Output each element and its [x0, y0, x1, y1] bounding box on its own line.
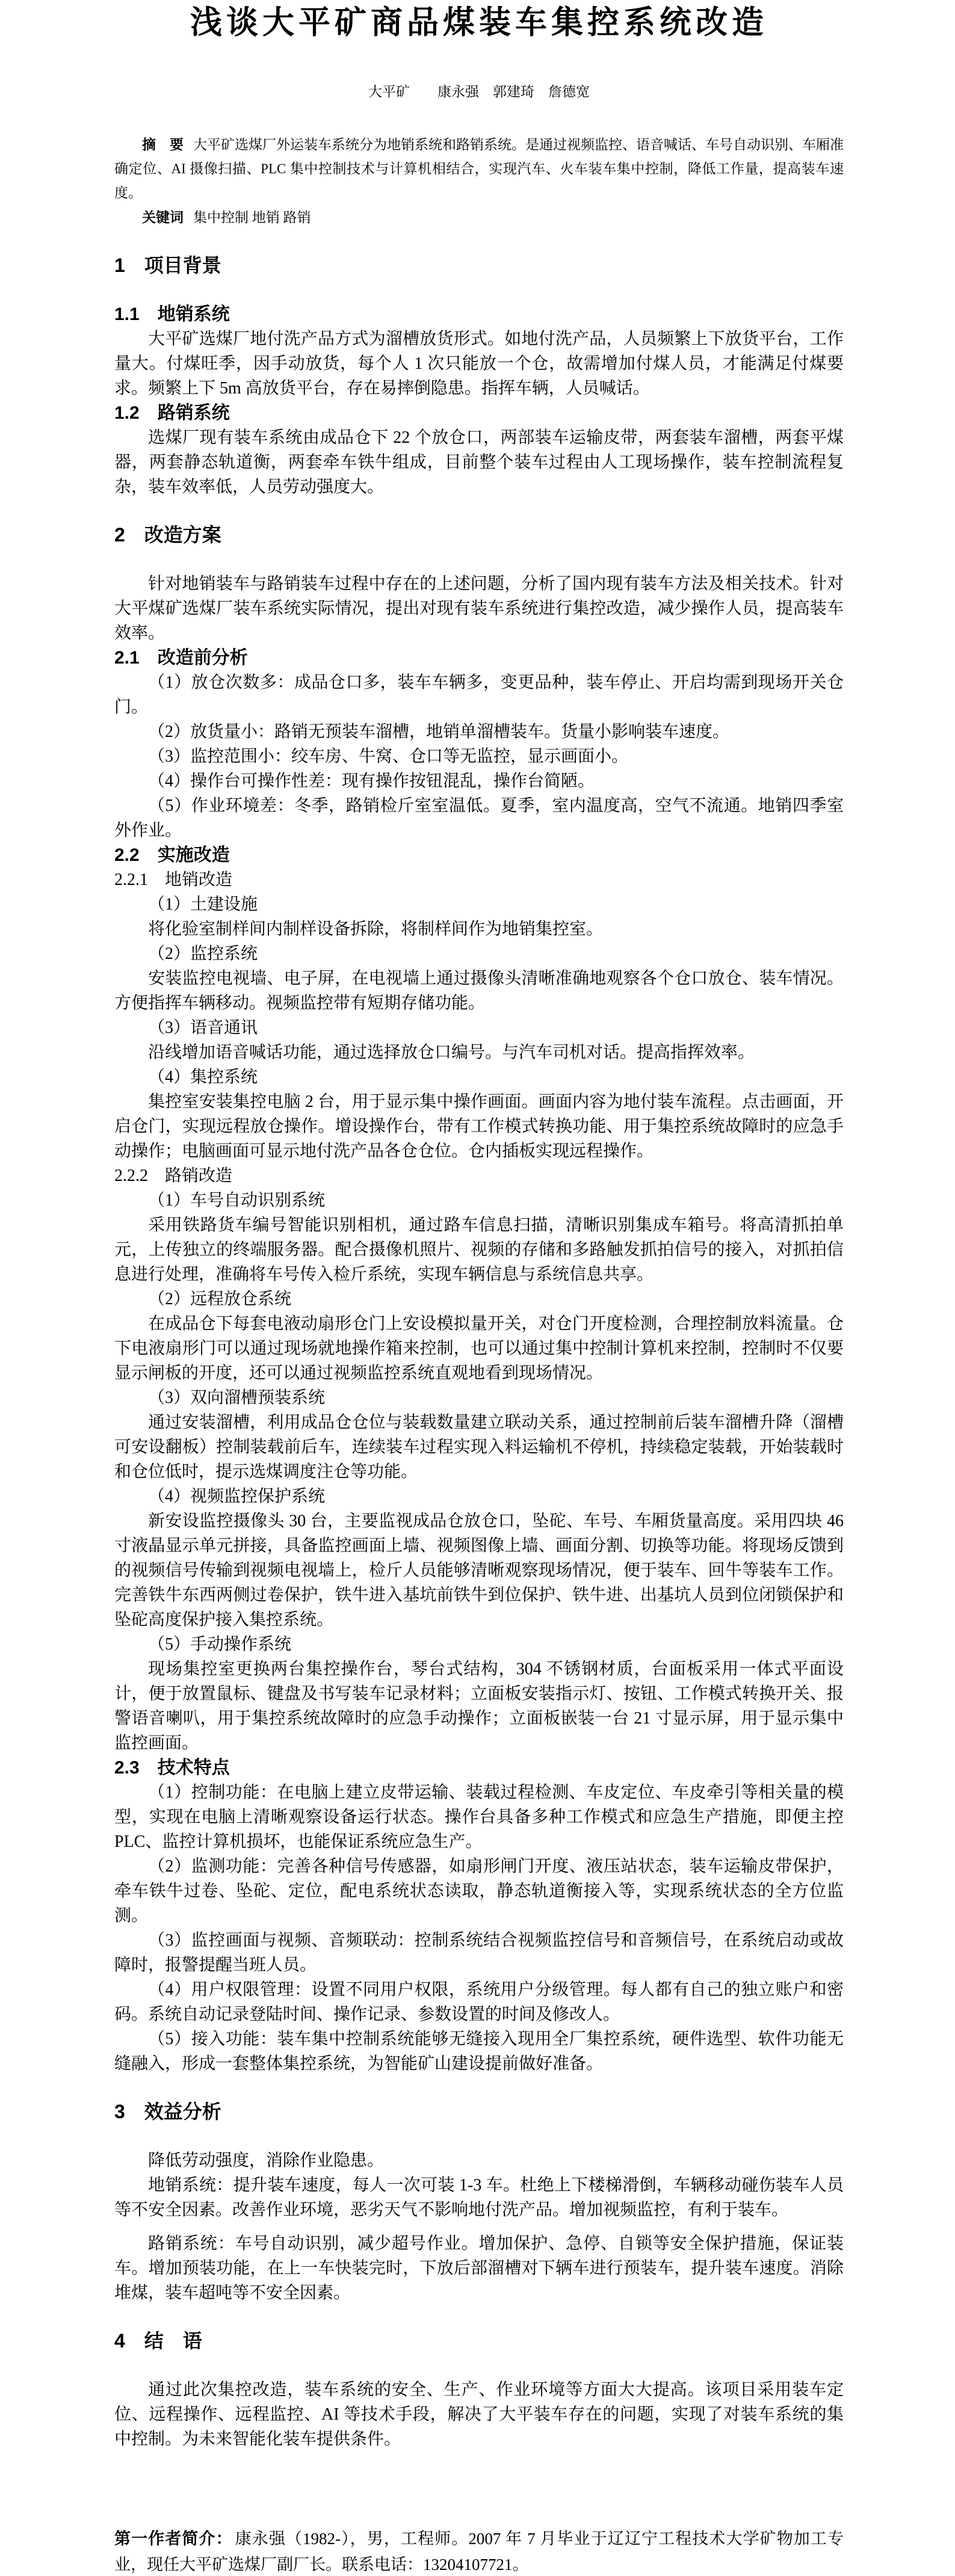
paragraph: 针对地销装车与路销装车过程中存在的上述问题，分析了国内现有装车方法及相关技术。针对大平煤矿选煤厂装车系统实际情况，提出对现有装车系统进行集控改造，减少操作人员，提高装车效率。 — [114, 575, 844, 642]
paragraph: （2）监测功能：完善各种信号传感器，如扇形闸门开度、液压站状态，装车运输皮带保护，牵车铁牛过卷、坠砣、定位，配电系统状态读取，静态轨道衡接入等，实现系统状态的全方位监测。 — [114, 1857, 844, 1925]
paragraph: 安装监控电视墙、电子屏，在电视墙上通过摄像头清晰准确地观察各个仓口放仓、装车情况。方便指挥车辆移动。视频监控带有短期存储功能。 — [114, 969, 844, 1012]
paragraph: （5）手动操作系统 — [148, 1635, 292, 1654]
paragraph: 将化验室制样间内制样设备拆除，将制样间作为地销集控室。 — [148, 920, 604, 938]
paragraph: 现场集控室更换两台集控操作台，琴台式结构，304 不锈钢材质，台面板采用一体式平面设计，便于放置鼠标、键盘及书写装车记录材料；立面板安装指示灯、按钮、工作模式转换开关、报警语音喇叭，用于集控系统故障时的应急手动操作；立面板嵌装一台 21 寸显示屏，用于显示集中监控画面。 — [114, 1660, 844, 1752]
paragraph: （3）语音通讯 — [148, 1018, 258, 1037]
subsection-heading: 2.3 技术特点 — [114, 1758, 230, 1778]
paragraph: （2）放货量小：路销无预装车溜槽，地销单溜槽装车。货量小影响装车速度。 — [148, 723, 730, 741]
paragraph: 选煤厂现有装车系统由成品仓下 22 个放仓口，两部装车运输皮带，两套装车溜槽，两套平煤器，两套静态轨道衡，两套牵车铁牛组成，目前整个装车过程由人工现场操作，装车控制流程复杂，装车效率低，人员劳动强度大。 — [114, 428, 844, 496]
paragraph: （3）监控范围小：绞车房、牛窝、仓口等无监控，显示画面小。 — [148, 747, 629, 766]
paragraph: 新安设监控摄像头 30 台，主要监视成品仓放仓口，坠砣、车号、车厢货量高度。采用四块 46 寸液晶显示单元拼接，具备监控画面上墙、视频图像上墙、画面分割、切换等功能。将现场反馈到的视频信号传输到视频电视墙上，检斤人员能够清晰观察现场情况，便于装车、回牛等装车工作。完善铁牛东西两侧过卷保护，铁牛进入基坑前铁牛到位保护、铁牛进、出基坑人员到位闭锁保护和坠砣高度保护接入集控系统。 — [114, 1512, 844, 1629]
paragraph: 沿线增加语音喊话功能，通过选择放仓口编号。与汽车司机对话。提高指挥效率。 — [148, 1043, 755, 1062]
paragraph: 降低劳动强度，消除作业隐患。 — [148, 2151, 385, 2170]
subsection-heading: 2.2 实施改造 — [114, 845, 230, 865]
abstract-text: 大平矿选煤厂外运装车系统分为地销系统和路销系统。是通过视频监控、语音喊话、车号自动识别、车厢准确定位、AI 摄像扫描、PLC 集中控制技术与计算机相结合，实现汽车、火车装车集中控制，降低工作量，提高装车速度。 — [114, 137, 844, 200]
author-bio-text: 康永强（1982-），男，工程师。2007 年 7 月毕业于辽辽宁工程技术大学矿物加工专业，现任大平矿选煤厂副厂长。联系电话：13204107721。 — [114, 2530, 844, 2574]
author-bio-label: 第一作者简介： — [114, 2530, 233, 2548]
keywords — [114, 205, 844, 230]
paragraph: 路销系统：车号自动识别，减少超号作业。增加保护、急停、自锁等安全保护措施，保证装车。增加预装功能，在上一车快装完时，下放后部溜槽对下辆车进行预装车，提升装车速度。消除堆煤，装车超吨等不安全因素。 — [114, 2234, 844, 2302]
section-heading: 3 效益分析 — [114, 2101, 221, 2122]
paragraph: （3）双向溜槽预装系统 — [148, 1388, 326, 1407]
paragraph: 集控室安装集控电脑 2 台，用于显示集中操作画面。画面内容为地付装车流程。点击画面，开启仓门，实现远程放仓操作。增设操作台，带有工作模式转换功能、用于集控系统故障时的应急手动操作；电脑画面可显示地付洗产品各仓仓位。仓内插板实现远程操作。 — [114, 1092, 844, 1160]
author-bio — [114, 2526, 844, 2576]
paragraph: 在成品仓下每套电液动扇形仓门上安设模拟量开关，对仓门开度检测，合理控制放料流量。仓下电液扇形门可以通过现场就地操作箱来控制，也可以通过集中控制计算机来控制，控制时不仅要显示闸板的开度，还可以通过视频监控系统直观地看到现场情况。 — [114, 1314, 844, 1382]
paragraph: 地销系统：提升装车速度，每人一次可装 1-3 车。杜绝上下楼梯滑倒，车辆移动碰伤装车人员等不安全因素。改善作业环境，恶劣天气不影响地付洗产品。增加视频监控，有利于装车。 — [114, 2176, 844, 2219]
paragraph: （2）监控系统 — [148, 944, 258, 963]
section-heading: 1 项目背景 — [114, 254, 221, 276]
paragraph: 通过此次集控改造，装车系统的安全、生产、作业环境等方面大大提高。该项目采用装车定位、远程操作、远程监控、AI 等技术手段，解决了大平装车存在的问题，实现了对装车系统的集中控制。为未来智能化装车提供条件。 — [114, 2380, 844, 2448]
subsubsection-heading: 2.2.1 地销改造 — [114, 870, 233, 889]
paragraph: （1）车号自动识别系统 — [148, 1191, 326, 1210]
paragraph: （3）监控画面与视频、音频联动：控制系统结合视频监控信号和音频信号，在系统启动或故障时，报警提醒当班人员。 — [114, 1931, 844, 1974]
subsection-heading: 1.2 路销系统 — [114, 403, 230, 423]
paragraph: （4）用户权限管理：设置不同用户权限，系统用户分级管理。每人都有自己的独立账户和密码。系统自动记录登陆时间、操作记录、参数设置的时间及修改人。 — [114, 1980, 844, 2024]
abstract-label: 摘 要 — [142, 137, 184, 152]
subsection-heading: 2.1 改造前分析 — [114, 648, 248, 668]
paragraph: （1）控制功能：在电脑上建立皮带运输、装载过程检测、车皮定位、车皮牵引等相关量的模型，实现在电脑上清晰观察设备运行状态。操作台具备多种工作模式和应急生产措施，即便主控 PLC、监控计算机损坏，也能保证系统应急生产。 — [114, 1783, 844, 1851]
paragraph: 大平矿选煤厂地付洗产品方式为溜槽放货形式。如地付洗产品，人员频繁上下放货平台，工作量大。付煤旺季，因手动放货，每个人 1 次只能放一个仓，故需增加付煤人员，才能满足付煤要求。频繁上下 5m 高放货平台，存在易摔倒隐患。指挥车辆，人员喊话。 — [114, 330, 844, 398]
section-heading: 2 改造方案 — [114, 524, 221, 546]
paragraph: 通过安装溜槽，利用成品仓仓位与装载数量建立联动关系，通过控制前后装车溜槽升降（溜槽可安设翻板）控制装载前后车，连续装车过程实现入料运输机不停机，持续稳定装载，开始装载时和仓位低时，提示选煤调度注仓等功能。 — [114, 1413, 844, 1481]
paragraph: （5）作业环境差：冬季，路销检斤室室温低。夏季，室内温度高，空气不流通。地销四季室外作业。 — [114, 797, 844, 840]
paragraph: （4）视频监控保护系统 — [148, 1487, 326, 1506]
paragraph: （1）土建设施 — [148, 895, 258, 914]
keywords-text: 集中控制 地销 路销 — [193, 210, 311, 225]
paragraph: （4）集控系统 — [148, 1068, 258, 1086]
paragraph: （2）远程放仓系统 — [148, 1290, 292, 1308]
subsection-heading: 1.1 地销系统 — [114, 304, 230, 324]
keywords-label: 关键词 — [142, 209, 184, 225]
doc-title: 浅谈大平矿商品煤装车集控系统改造 — [190, 5, 768, 40]
paragraph: （4）操作台可操作性差：现有操作按钮混乱，操作台简陋。 — [148, 772, 595, 790]
subsubsection-heading: 2.2.2 路销改造 — [114, 1166, 233, 1185]
abstract — [114, 132, 844, 205]
paragraph: （5）接入功能：装车集中控制系统能够无缝接入现用全厂集控系统，硬件选型、软件功能无缝融入，形成一套整体集控系统，为智能矿山建设提前做好准备。 — [114, 2030, 844, 2073]
paragraph: 采用铁路货车编号智能识别相机，通过路车信息扫描，清晰识别集成车箱号。将高清抓拍单元，上传独立的终端服务器。配合摄像机照片、视频的存储和多路触发抓拍信号的接入，对抓拍信息进行处理，准确将车号传入检斤系统，实现车辆信息与系统信息共享。 — [114, 1216, 844, 1284]
paragraph: （1）放仓次数多：成品仓口多，装车车辆多，变更品种，装车停止、开启均需到现场开关仓门。 — [114, 673, 844, 716]
authors-line: 大平矿 康永强 郭建琦 詹德宽 — [368, 84, 590, 99]
section-heading: 4 结 语 — [114, 2330, 202, 2352]
